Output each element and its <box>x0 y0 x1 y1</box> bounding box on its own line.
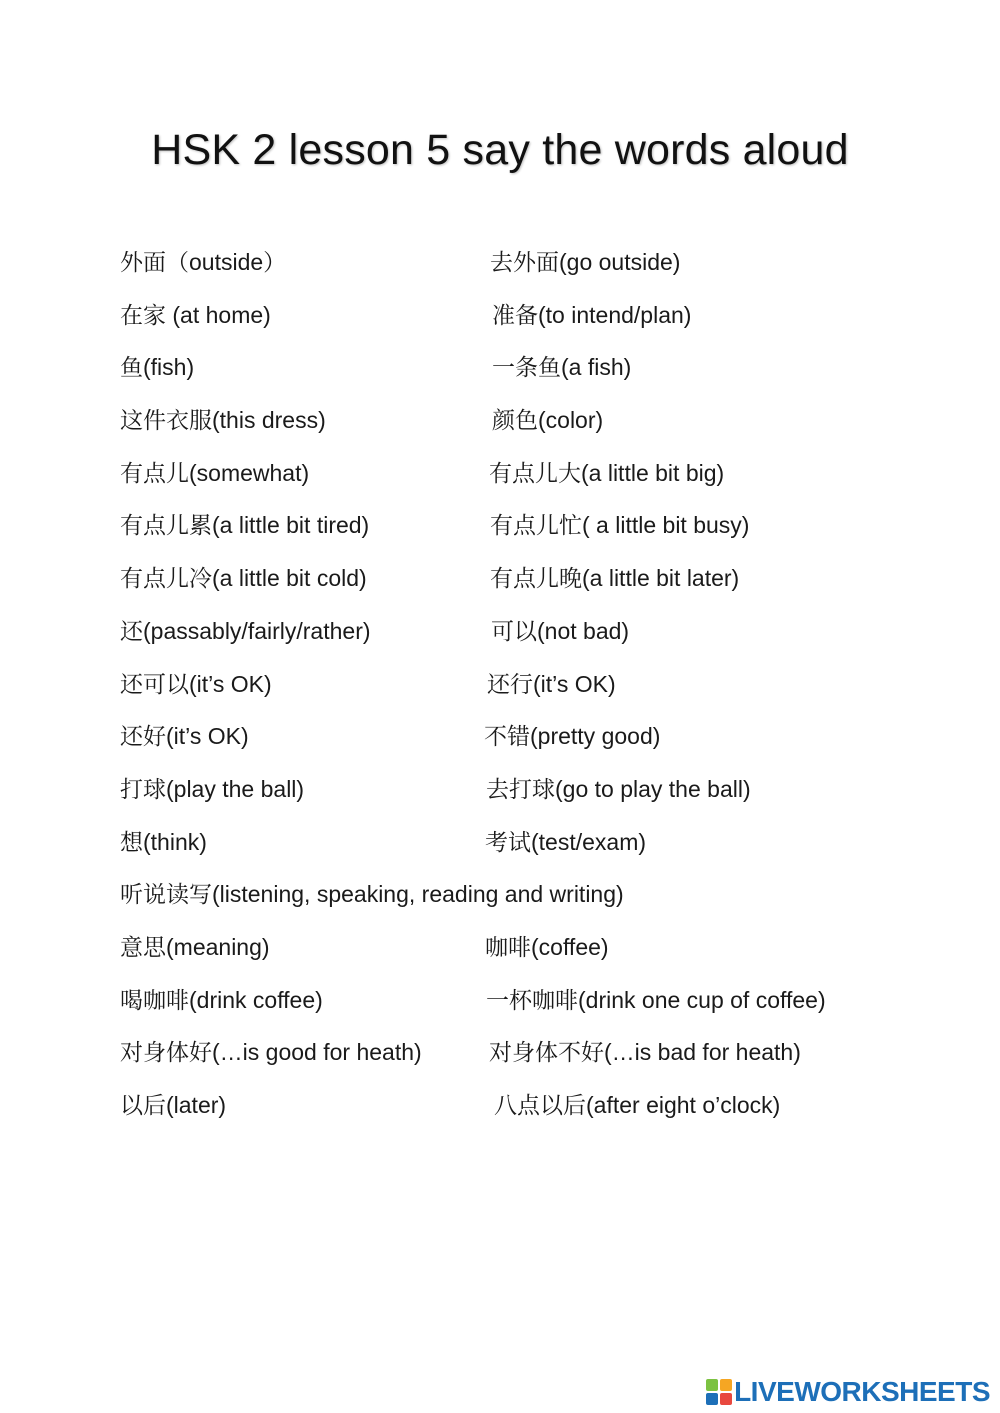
vocab-row <box>120 499 920 552</box>
vocab-row <box>120 447 920 500</box>
vocab-term-right: 有点儿晚(a little bit later) <box>490 565 740 592</box>
vocab-term-right: 去打球(go to play the ball) <box>486 775 751 802</box>
vocab-row <box>120 974 920 1027</box>
vocab-term-right: 还行(it’s OK) <box>487 670 616 697</box>
vocab-term-left: 有点儿(somewhat) <box>120 459 310 486</box>
vocab-term-left: 还可以(it’s OK) <box>120 670 272 697</box>
vocab-row <box>120 394 920 447</box>
vocab-term-right: 一条鱼(a fish) <box>492 354 632 381</box>
vocab-row <box>120 1079 920 1132</box>
vocab-term-right: 对身体不好(…is bad for heath) <box>489 1039 801 1066</box>
logo-text: LIVEWORKSHEETS <box>734 1376 990 1407</box>
logo-square-icon <box>706 1379 718 1391</box>
vocab-row <box>120 1026 920 1079</box>
vocab-row <box>120 658 920 711</box>
vocab-term-right: 准备(to intend/plan) <box>492 301 692 328</box>
vocab-row <box>120 816 920 869</box>
vocab-term-right: 颜色(color) <box>492 407 604 434</box>
vocab-row <box>120 236 920 289</box>
vocab-row <box>120 341 920 394</box>
vocab-term-left: 想(think) <box>120 828 207 855</box>
vocab-list <box>120 236 920 1132</box>
logo-square-icon <box>720 1379 732 1391</box>
vocab-term-left: 听说读写(listening, speaking, reading and writing) <box>120 881 624 908</box>
vocab-row <box>120 289 920 342</box>
vocab-term-right: 八点以后(after eight o’clock) <box>494 1092 781 1118</box>
vocab-term-left: 还(passably/fairly/rather) <box>120 617 371 644</box>
vocab-term-left: 在家 (at home) <box>120 301 271 328</box>
logo-square-icon <box>706 1393 718 1405</box>
vocab-term-right: 有点儿忙( a little bit busy) <box>490 512 750 539</box>
vocab-row <box>120 763 920 816</box>
vocab-term-right: 咖啡(coffee) <box>485 933 609 960</box>
vocab-term-right: 可以(not bad) <box>491 617 630 644</box>
vocab-row <box>120 605 920 658</box>
vocab-term-left: 意思(meaning) <box>120 933 270 960</box>
vocab-row <box>120 921 920 974</box>
vocab-term-right: 不错(pretty good) <box>484 723 661 750</box>
vocab-row <box>120 710 920 763</box>
vocab-term-left: 喝咖啡(drink coffee) <box>120 986 323 1013</box>
page-title: HSK 2 lesson 5 say the words aloud <box>151 126 849 174</box>
vocab-term-left: 打球(play the ball) <box>120 775 305 802</box>
vocab-term-left: 外面（outside） <box>120 249 287 275</box>
vocab-term-left: 以后(later) <box>120 1092 227 1118</box>
vocab-row <box>120 552 920 605</box>
liveworksheets-mark-icon <box>706 1379 732 1405</box>
vocab-row <box>120 868 920 921</box>
liveworksheets-logo[interactable] <box>706 1377 990 1407</box>
vocab-term-right: 一杯咖啡(drink one cup of coffee) <box>486 986 826 1013</box>
vocab-term-left: 还好(it’s OK) <box>120 723 249 750</box>
vocab-term-right: 去外面(go outside) <box>490 249 681 275</box>
vocab-term-left: 有点儿冷(a little bit cold) <box>120 565 367 592</box>
vocab-term-left: 对身体好(…is good for heath) <box>120 1039 422 1066</box>
vocab-term-left: 这件衣服(this dress) <box>120 407 326 434</box>
vocab-term-right: 考试(test/exam) <box>485 828 647 855</box>
vocab-term-left: 鱼(fish) <box>120 354 195 381</box>
vocab-term-left: 有点儿累(a little bit tired) <box>120 512 370 539</box>
vocab-term-right: 有点儿大(a little bit big) <box>489 459 725 486</box>
logo-square-icon <box>720 1393 732 1405</box>
